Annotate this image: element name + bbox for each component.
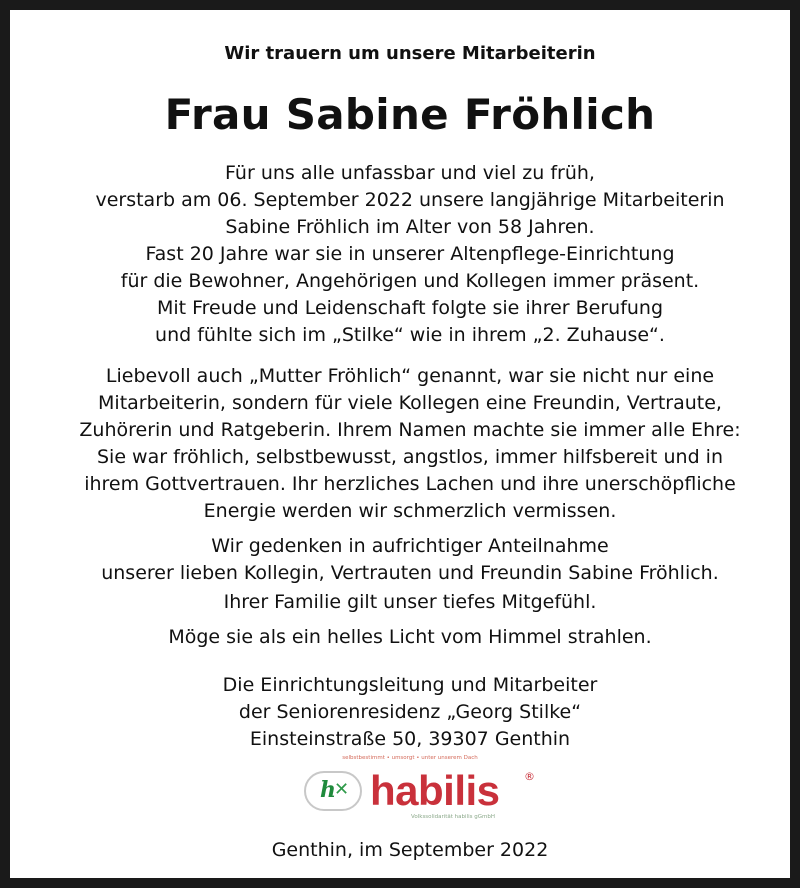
badge-letter: h [320,777,336,803]
badge-mark-icon: ✕ [334,779,350,800]
paragraph-condolence [20,589,800,616]
registered-mark: ® [524,770,535,783]
habilis-logo [294,755,534,821]
text-line: Sabine Fröhlich im Alter von 58 Jahren. [225,216,595,238]
text-line: Zuhörerin und Ratgeberin. Ihrem Namen machte sie immer alle Ehre: [79,419,741,441]
text-line: und fühlte sich im „Stilke“ wie in ihrem „2. Zuhause“. [155,324,665,346]
text-line: Möge sie als ein helles Licht vom Himmel strahlen. [168,626,652,648]
text-line: Fast 20 Jahre war sie in unserer Altenpflege-Einrichtung [145,243,675,265]
text-line: Mitarbeiterin, sondern für viele Kollegen eine Freundin, Vertraute, [98,392,722,414]
paragraph-intro [20,160,800,349]
text-line: Energie werden wir schmerzlich vermissen. [203,500,617,522]
notice-heading: Wir trauern um unsere Mitarbeiterin [224,43,596,64]
text-line: unserer lieben Kollegin, Vertrauten und Freundin Sabine Fröhlich. [101,562,719,584]
text-line: Ihrer Familie gilt unser tiefes Mitgefühl. [223,591,597,613]
text-line: Liebevoll auch „Mutter Fröhlich“ genannt, war sie nicht nur eine [105,365,715,387]
place-date: Genthin, im September 2022 [271,839,549,861]
text-line: Wir gedenken in aufrichtiger Anteilnahme [211,535,609,557]
paragraph-light [20,624,800,651]
deceased-name: Frau Sabine Fröhlich [164,90,656,139]
obituary-notice [20,20,800,888]
habilis-badge-icon [304,771,362,811]
text-line: für die Bewohner, Angehörigen und Kollegen immer präsent. [120,270,700,292]
text-line: Sie war fröhlich, selbstbewusst, angstlos, immer hilfsbereit und in [96,446,724,468]
logo-wordmark: habilis [370,767,500,814]
text-line: Für uns alle unfassbar und viel zu früh, [225,162,595,184]
signature-line: Die Einrichtungsleitung und Mitarbeiter [222,674,598,696]
text-line: verstarb am 06. September 2022 unsere langjährige Mitarbeiterin [95,189,725,211]
paragraph-tribute [20,363,800,525]
signature-line: der Seniorenresidenz „Georg Stilke“ [238,701,582,723]
paragraph-remembrance [20,533,800,587]
text-line: ihrem Gottvertrauen. Ihr herzliches Lachen und ihre unerschöpfliche [84,473,736,495]
logo-subline: Volkssolidarität habilis gGmbH [411,814,495,820]
signature-line: Einsteinstraße 50, 39307 Genthin [249,728,571,750]
signature-block [20,672,800,753]
logo-tagline: selbstbestimmt • umsorgt • unter unserem Dach [342,755,478,761]
text-line: Mit Freude und Leidenschaft folgte sie ihrer Berufung [156,297,664,319]
